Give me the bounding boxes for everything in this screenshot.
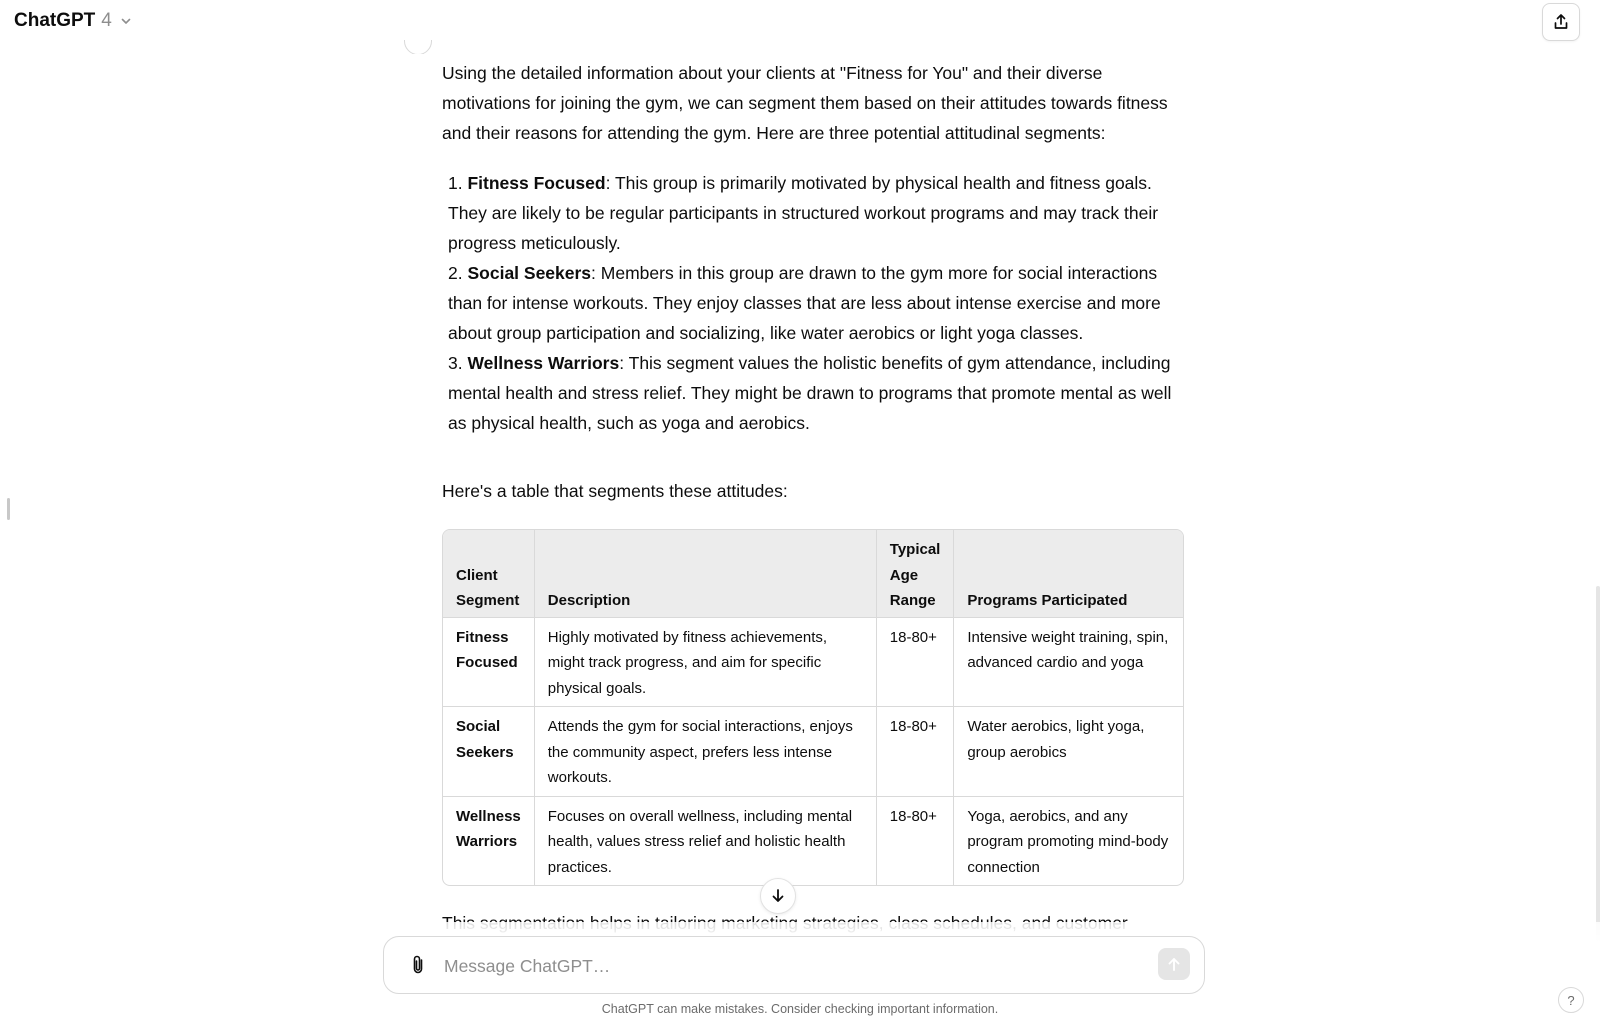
segment-table <box>442 529 1184 886</box>
segment-text: : This group is primarily motivated by physical health and fitness goals. They are likely to be regular participants in structured workout programs and may track their progress meticulously. <box>448 173 1159 253</box>
table-cell: 18-80+ <box>876 617 954 707</box>
segment-term: Fitness Focused <box>467 173 606 193</box>
model-name: ChatGPT <box>14 10 96 31</box>
sidebar-toggle-handle[interactable] <box>7 498 10 520</box>
message-composer <box>383 936 1205 994</box>
share-button[interactable] <box>1542 3 1580 41</box>
table-cell: Attends the gym for social interactions, enjoys the community aspect, prefers less intense workouts. <box>534 707 876 797</box>
column-header: Description <box>534 530 876 617</box>
arrow-down-icon <box>770 888 786 904</box>
chevron-down-icon <box>120 15 132 27</box>
list-item: 3. Wellness Warriors: This segment values the holistic benefits of gym attendance, including mental health and stress relief. They might be drawn to programs that promote mental as well as physical health, such as yoga and aerobics. <box>448 353 1172 433</box>
column-header: Programs Participated <box>954 530 1183 617</box>
scroll-to-bottom-button[interactable] <box>760 878 796 914</box>
table-cell: Yoga, aerobics, and any program promoting mind-body connection <box>954 796 1183 885</box>
column-header: Typical Age Range <box>876 530 954 617</box>
message-input[interactable] <box>442 947 1126 985</box>
table-lead-text: Here's a table that segments these attitudes: <box>442 481 788 501</box>
table-cell: Water aerobics, light yoga, group aerobics <box>954 707 1183 797</box>
model-version: 4 <box>101 10 112 31</box>
table-cell: Highly motivated by fitness achievements, might track progress, and aim for specific physical goals. <box>534 617 876 707</box>
table-cell: Social Seekers <box>443 707 534 797</box>
table-header-row <box>443 530 1183 617</box>
segment-text: : Members in this group are drawn to the gym more for social interactions than for intense workouts. They enjoy classes that are less about intense exercise and more about group participation and socializing, like water aerobics or light yoga classes. <box>448 263 1161 343</box>
table-cell: 18-80+ <box>876 707 954 797</box>
attach-button[interactable] <box>406 953 430 977</box>
table-cell: 18-80+ <box>876 796 954 885</box>
table-cell: Focuses on overall wellness, including mental health, values stress relief and holistic health practices. <box>534 796 876 885</box>
table-cell: Fitness Focused <box>443 617 534 707</box>
assistant-message <box>442 40 1182 938</box>
table-row <box>443 617 1183 707</box>
table-row <box>443 796 1183 885</box>
share-icon <box>1552 13 1570 31</box>
table-cell: Intensive weight training, spin, advanced cardio and yoga <box>954 617 1183 707</box>
assistant-avatar <box>404 40 432 54</box>
disclaimer-text: ChatGPT can make mistakes. Consider checking important information. <box>601 1002 999 1016</box>
segment-term: Wellness Warriors <box>467 353 620 373</box>
segment-term: Social Seekers <box>467 263 592 283</box>
list-item: 2. Social Seekers: Members in this group are drawn to the gym more for social interactions than for intense workouts. They enjoy classes that are less about intense exercise and more about group participation and socializing, like water aerobics or light yoga classes. <box>448 263 1161 343</box>
arrow-up-icon <box>1166 956 1182 972</box>
segment-list <box>442 168 1182 438</box>
paperclip-icon <box>408 954 428 976</box>
table-row <box>443 707 1183 797</box>
segment-text: : This segment values the holistic benefits of gym attendance, including mental health and stress relief. They might be drawn to programs that promote mental as well as physical health, such as yoga and aerobics. <box>448 353 1172 433</box>
send-button[interactable] <box>1158 948 1190 980</box>
intro-paragraph: Using the detailed information about your clients at "Fitness for You" and their diverse motivations for joining the gym, we can segment them based on their attitudes towards fitness and their reasons for attending the gym. Here are three potential attitudinal segments: <box>442 63 1168 143</box>
list-item: 1. Fitness Focused: This group is primarily motivated by physical health and fitness goals. They are likely to be regular participants in structured workout programs and may track their progress meticulously. <box>448 173 1159 253</box>
help-button[interactable]: ? <box>1558 987 1584 1013</box>
model-selector[interactable] <box>14 10 132 32</box>
scrollbar[interactable] <box>1596 586 1600 966</box>
table-cell: Wellness Warriors <box>443 796 534 885</box>
column-header: Client Segment <box>443 530 534 617</box>
